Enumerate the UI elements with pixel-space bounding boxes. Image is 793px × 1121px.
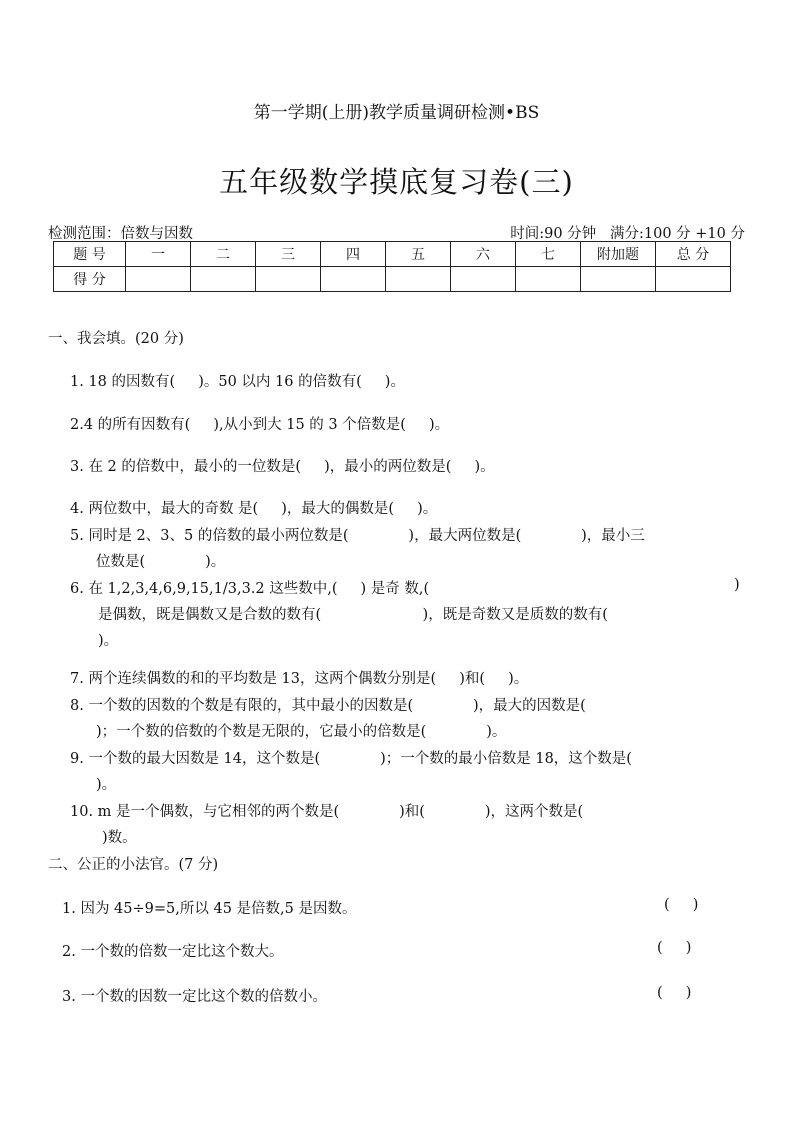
section-2-heading: 二、公正的小法官。(7 分) xyxy=(48,857,219,873)
header-cell: 五 xyxy=(386,242,451,267)
header-cell: 七 xyxy=(516,242,581,267)
question-10-line-2: )数。 xyxy=(102,830,137,846)
score-cell[interactable] xyxy=(126,267,191,292)
question-6-line-2: 是偶数，既是偶数又是合数的数有( )，既是奇数又是质数的数有( xyxy=(98,607,608,623)
judge-question-3: 3. 一个数的因数一定比这个数的倍数小。 xyxy=(62,989,327,1005)
header-cell: 总 分 xyxy=(656,242,731,267)
header-cell: 三 xyxy=(256,242,321,267)
header-cell: 二 xyxy=(191,242,256,267)
question-9-line-2: )。 xyxy=(96,777,117,793)
question-8-line-1: 8. 一个数的因数的个数是有限的，其中最小的因数是( )，最大的因数是( xyxy=(70,698,586,714)
exam-title: 五年级数学摸底复习卷(三) xyxy=(219,165,574,199)
header-cell: 附加题 xyxy=(581,242,656,267)
question-8-line-2: )；一个数的倍数的个数是无限的，它最小的倍数是( )。 xyxy=(96,724,507,740)
judge-answer-paren-1[interactable]: ( ) xyxy=(664,897,699,913)
section-1-heading: 一、我会填。(20 分) xyxy=(48,331,184,347)
score-cell[interactable] xyxy=(321,267,386,292)
score-cell[interactable] xyxy=(656,267,731,292)
exam-scope: 检测范围：倍数与因数 xyxy=(48,226,193,242)
score-table xyxy=(53,241,731,292)
score-row-label: 得 分 xyxy=(54,267,126,292)
judge-question-2: 2. 一个数的倍数一定比这个数大。 xyxy=(62,944,284,960)
judge-answer-paren-3[interactable]: ( ) xyxy=(657,985,692,1001)
score-table-score-row xyxy=(54,267,731,292)
question-6-close-paren: ) xyxy=(734,577,740,593)
score-cell[interactable] xyxy=(191,267,256,292)
score-cell[interactable] xyxy=(516,267,581,292)
question-5-line-1: 5. 同时是 2、3、5 的倍数的最小两位数是( )，最大两位数是( )，最小三 xyxy=(70,528,645,544)
exam-subtitle: 第一学期(上册)教学质量调研检测•BS xyxy=(253,103,540,123)
score-cell[interactable] xyxy=(256,267,321,292)
question-6-line-1: 6. 在 1,2,3,4,6,9,15,1/3,3.2 这些数中,( ) 是奇 数,( xyxy=(70,581,430,597)
question-9-line-1: 9. 一个数的最大因数是 14，这个数是( )；一个数的最小倍数是 18，这个数是( xyxy=(70,751,632,767)
header-cell: 一 xyxy=(126,242,191,267)
question-7: 7. 两个连续偶数的和的平均数是 13，这两个偶数分别是( )和( )。 xyxy=(70,671,529,687)
question-10-line-1: 10. m 是一个偶数，与它相邻的两个数是( )和( )，这两个数是( xyxy=(70,804,584,820)
question-5-line-2: 位数是( )。 xyxy=(96,554,226,570)
score-cell[interactable] xyxy=(451,267,516,292)
question-1: 1. 18 的因数有( )。50 以内 16 的倍数有( )。 xyxy=(70,374,405,390)
question-4: 4. 两位数中，最大的奇数 是( )，最大的偶数是( )。 xyxy=(70,501,438,517)
header-cell: 题 号 xyxy=(54,242,126,267)
judge-answer-paren-2[interactable]: ( ) xyxy=(657,940,692,956)
score-table-header-row xyxy=(54,242,731,267)
header-cell: 六 xyxy=(451,242,516,267)
score-cell[interactable] xyxy=(386,267,451,292)
score-cell[interactable] xyxy=(581,267,656,292)
judge-question-1: 1. 因为 45÷9=5,所以 45 是倍数,5 是因数。 xyxy=(62,901,357,917)
question-2: 2.4 的所有因数有( ),从小到大 15 的 3 个倍数是( )。 xyxy=(70,417,450,433)
question-3: 3. 在 2 的倍数中，最小的一位数是( )，最小的两位数是( )。 xyxy=(70,459,495,475)
question-6-line-3: )。 xyxy=(98,633,119,649)
header-cell: 四 xyxy=(321,242,386,267)
exam-time-score: 时间:90 分钟 满分:100 分 +10 分 xyxy=(510,226,745,242)
